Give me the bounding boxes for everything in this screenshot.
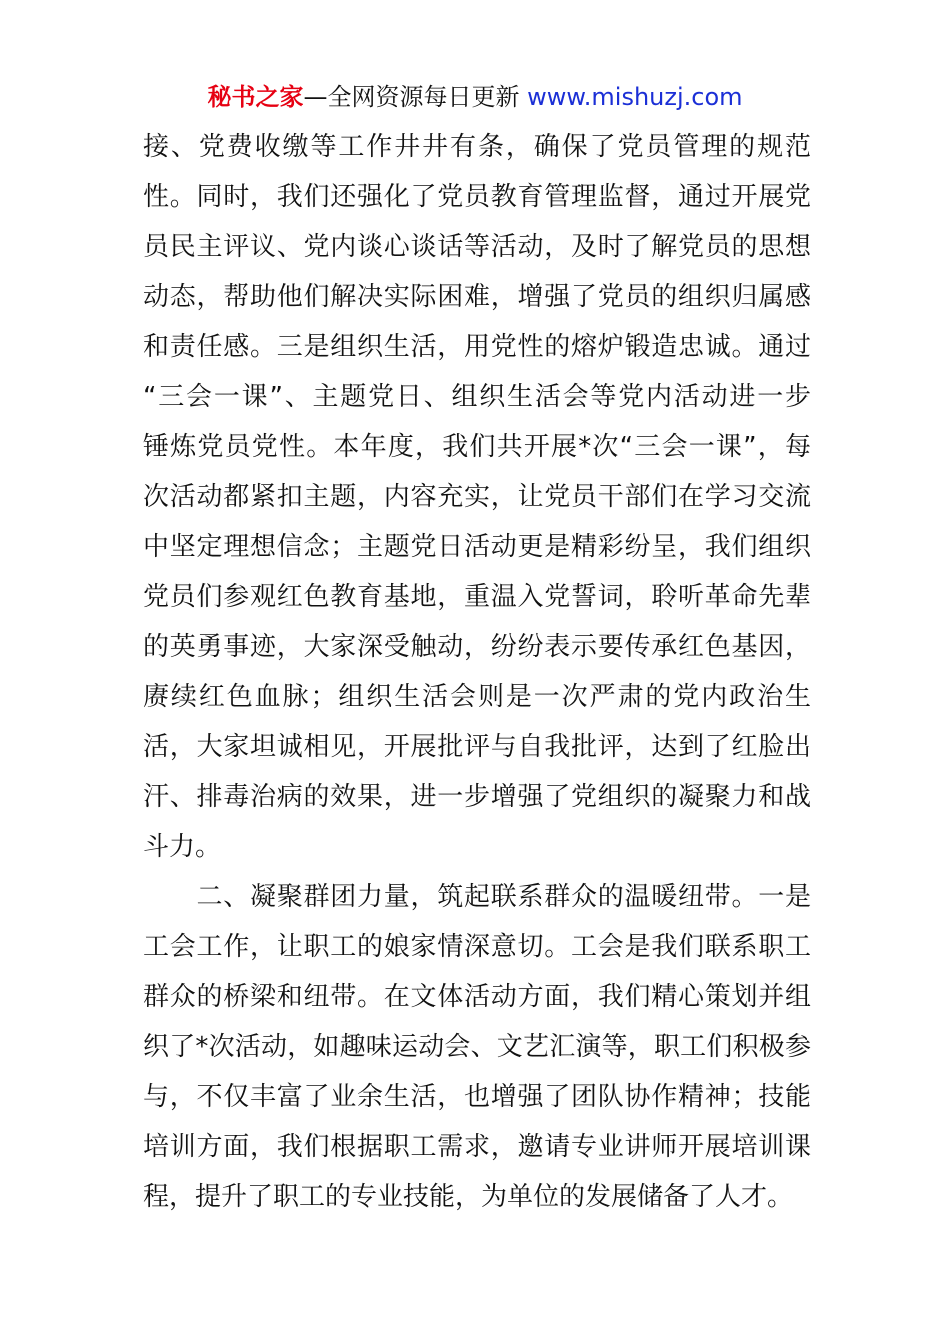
site-header bbox=[0, 80, 950, 114]
text-line: 培训方面，我们根据职工需求，邀请专业讲师开展培训课 bbox=[143, 1132, 811, 1162]
site-url-link[interactable]: www.mishuzj.com bbox=[527, 83, 743, 111]
text-line: 活，大家坦诚相见，开展批评与自我批评，达到了红脸出 bbox=[143, 732, 811, 762]
text-line: 接、党费收缴等工作井井有条，确保了党员管理的规范 bbox=[143, 132, 811, 162]
text-line: 织了*次活动，如趣味运动会、文艺汇演等，职工们积极参 bbox=[143, 1032, 811, 1062]
text-line: 党员们参观红色教育基地，重温入党誓词，聆听革命先辈 bbox=[143, 582, 811, 612]
text-line: 次活动都紧扣主题，内容充实，让党员干部们在学习交流 bbox=[143, 482, 811, 512]
text-line: 工会工作，让职工的娘家情深意切。工会是我们联系职工 bbox=[143, 932, 811, 962]
text-line: 动态，帮助他们解决实际困难，增强了党员的组织归属感 bbox=[143, 282, 811, 312]
text-line: “三会一课”、主题党日、组织生活会等党内活动进一步 bbox=[143, 382, 811, 412]
text-line: 员民主评议、党内谈心谈话等活动，及时了解党员的思想 bbox=[143, 232, 811, 262]
text-line: 锤炼党员党性。本年度，我们共开展*次“三会一课”，每 bbox=[143, 432, 811, 462]
text-line: 的英勇事迹，大家深受触动，纷纷表示要传承红色基因， bbox=[143, 632, 811, 662]
text-line: 群众的桥梁和纽带。在文体活动方面，我们精心策划并组 bbox=[143, 982, 811, 1012]
text-line: 程，提升了职工的专业技能，为单位的发展储备了人才。 bbox=[143, 1182, 794, 1212]
text-line: 汗、排毒治病的效果，进一步增强了党组织的凝聚力和战 bbox=[143, 782, 811, 812]
text-line: 性。同时，我们还强化了党员教育管理监督，通过开展党 bbox=[143, 182, 811, 212]
site-tagline: —全网资源每日更新 bbox=[303, 83, 520, 111]
document-body bbox=[143, 122, 811, 1222]
text-line: 与，不仅丰富了业余生活，也增强了团队协作精神；技能 bbox=[143, 1082, 811, 1112]
text-line: 和责任感。三是组织生活，用党性的熔炉锻造忠诚。通过 bbox=[143, 332, 811, 362]
text-line: 赓续红色血脉；组织生活会则是一次严肃的党内政治生 bbox=[143, 682, 811, 712]
text-line: 中坚定理想信念；主题党日活动更是精彩纷呈，我们组织 bbox=[143, 532, 811, 562]
site-brand: 秘书之家 bbox=[207, 83, 304, 111]
text-line: 斗力。 bbox=[143, 832, 222, 862]
section-heading-line: 二、凝聚群团力量，筑起联系群众的温暖纽带。一是 bbox=[143, 882, 811, 912]
